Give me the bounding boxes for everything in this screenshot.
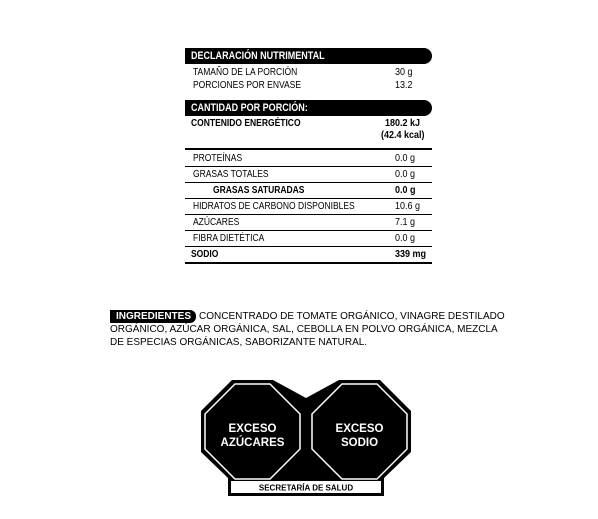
servings-value: 13.2 — [395, 80, 413, 91]
nutrition-header: DECLARACIÓN NUTRIMENTAL — [185, 48, 432, 64]
warning-seals — [199, 378, 413, 500]
seal1-line1: EXCESO — [228, 423, 277, 435]
portion-row — [185, 66, 432, 79]
ingredients-label: INGREDIENTES — [110, 310, 196, 323]
seal2-line1: EXCESO — [335, 423, 384, 435]
energy-label: CONTENIDO ENERGÉTICO — [191, 118, 301, 129]
energy-kj: 180.2 kJ — [385, 118, 421, 129]
servings-row — [185, 79, 432, 92]
portion-value: 30 g — [395, 67, 413, 78]
ingredients-text: CONCENTRADO DE TOMATE ORGÁNICO, VINAGRE DESTILADO ORGÁNICO, AZÚCAR ORGÁNICA, SAL, CEBOLLA EN POLVO ORGÁNICA, MEZCLA DE ESPECIAS ORGÁNICAS, SABORIZANTE NATURAL. — [110, 311, 505, 348]
servings-label: PORCIONES POR ENVASE — [193, 80, 302, 91]
portion-label: TAMAÑO DE LA PORCIÓN — [193, 67, 298, 78]
nutrition-table — [185, 48, 432, 264]
energy-row — [185, 116, 432, 146]
nutrient-row: HIDRATOS DE CARBONO DISPONIBLES 10.6 g — [193, 201, 421, 212]
nutrient-row: PROTEÍNAS 0.0 g — [193, 153, 416, 164]
seal1-line2: AZÚCARES — [220, 437, 285, 449]
nutrient-row: GRASAS TOTALES 0.0 g — [193, 169, 416, 180]
nutrient-row: FIBRA DIETÉTICA 0.0 g — [193, 233, 416, 244]
nutrient-row: SODIO 339 mg — [191, 249, 427, 260]
seal-authority: SECRETARÍA DE SALUD — [258, 483, 354, 493]
seal2-line2: SODIO — [340, 437, 379, 449]
nutrient-row: GRASAS SATURADAS 0.0 g — [213, 185, 416, 196]
ingredients-block — [110, 310, 510, 349]
energy-kcal: (42.4 kcal) — [381, 130, 425, 141]
section-header: CANTIDAD POR PORCIÓN: — [185, 100, 432, 116]
nutrient-row: AZÚCARES 7.1 g — [193, 217, 416, 228]
